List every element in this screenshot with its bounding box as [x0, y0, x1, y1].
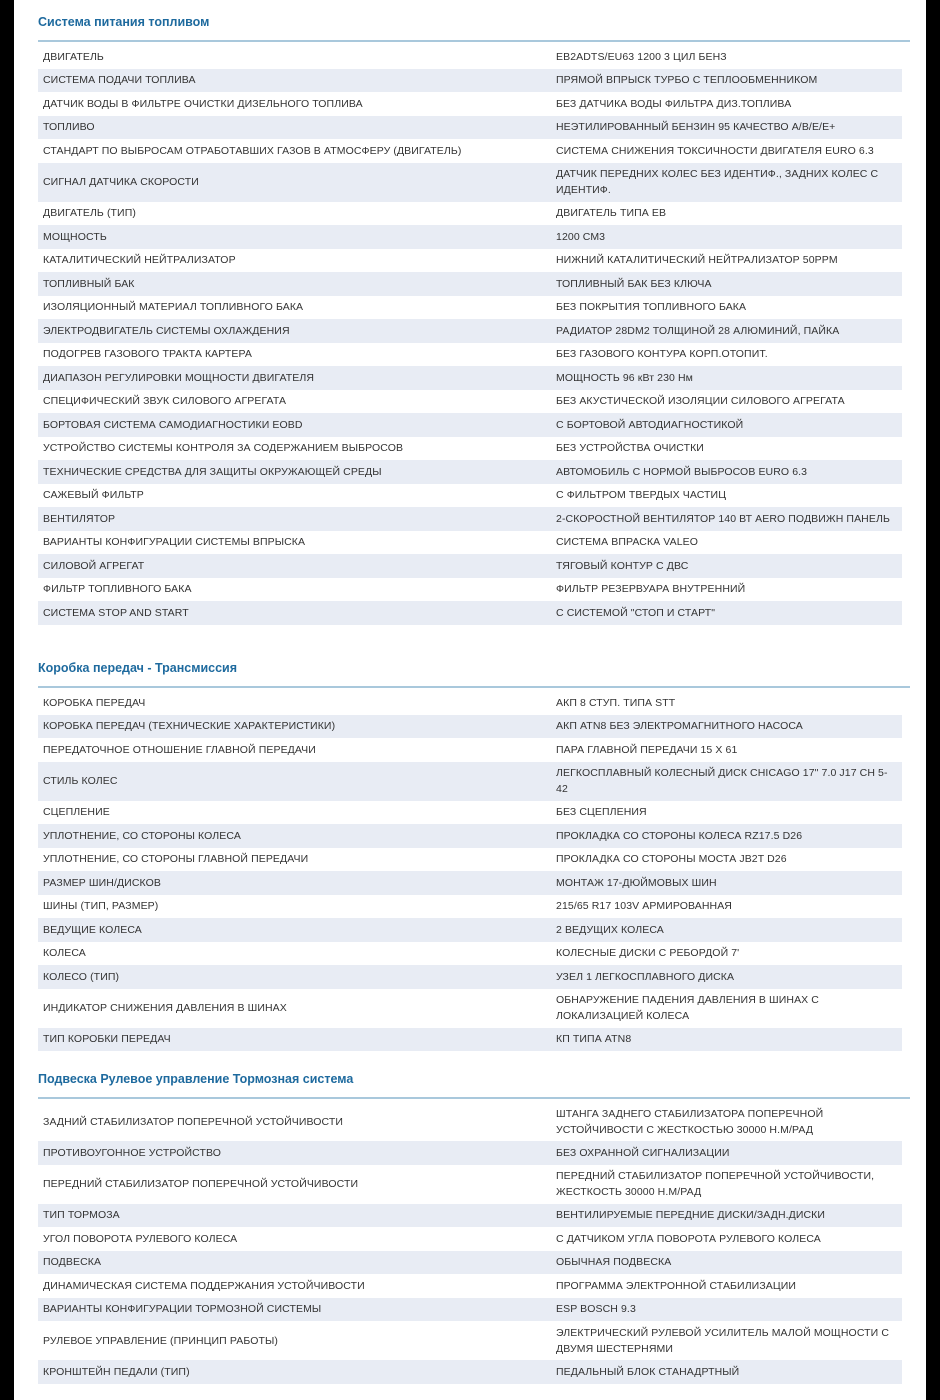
table-row	[38, 139, 902, 163]
table-row	[38, 531, 902, 555]
spec-label: ТИП ТОРМОЗА	[43, 1209, 120, 1222]
table-row	[38, 202, 902, 226]
spec-value: ESP BOSCH 9.3	[556, 1303, 636, 1316]
table-row	[38, 272, 902, 296]
spec-label: ВЕДУЩИЕ КОЛЕСА	[43, 923, 142, 936]
spec-label: МОЩНОСТЬ	[43, 230, 107, 243]
section-suspension-steering-brakes	[38, 1061, 910, 1384]
spec-value: ПРЯМОЙ ВПРЫСК ТУРБО С ТЕПЛООБМЕННИКОМ	[556, 74, 818, 87]
spec-value: БЕЗ ГАЗОВОГО КОНТУРА КОРП.ОТОПИТ.	[556, 348, 768, 361]
spec-label: ИНДИКАТОР СНИЖЕНИЯ ДАВЛЕНИЯ В ШИНАХ	[43, 1002, 287, 1014]
table-row	[38, 801, 902, 825]
spec-value: НЕЭТИЛИРОВАННЫЙ БЕНЗИН 95 КАЧЕСТВО A/B/E/E+	[556, 121, 836, 134]
table-row	[38, 1298, 902, 1322]
spec-label: ФИЛЬТР ТОПЛИВНОГО БАКА	[43, 583, 192, 596]
table-row	[38, 601, 902, 625]
table-row	[38, 1251, 902, 1275]
section-title: Подвеска Рулевое управление Тормозная система	[38, 1061, 910, 1099]
table-row	[38, 319, 902, 343]
spec-value: СИСТЕМА ВПРАСКА VALEO	[556, 536, 699, 549]
spec-label: ДВИГАТЕЛЬ	[43, 50, 104, 63]
section-title: Система питания топливом	[38, 4, 910, 42]
table-row	[38, 965, 902, 989]
spec-label: СИЛОВОЙ АГРЕГАТ	[43, 559, 145, 572]
table-row	[38, 460, 902, 484]
table-row	[38, 738, 902, 762]
spec-value: АКП ATN8 БЕЗ ЭЛЕКТРОМАГНИТНОГО НАСОСА	[556, 720, 803, 733]
table-row	[38, 45, 902, 69]
spec-table	[38, 691, 902, 1051]
spec-label: УСТРОЙСТВО СИСТЕМЫ КОНТРОЛЯ ЗА СОДЕРЖАНИЕМ ВЫБРОСОВ	[43, 442, 404, 455]
table-row	[38, 366, 902, 390]
spec-label: КОЛЕСО (ТИП)	[43, 970, 120, 983]
spec-label: СИСТЕМА ПОДАЧИ ТОПЛИВА	[43, 74, 196, 87]
spec-label: КОРОБКА ПЕРЕДАЧ	[43, 696, 146, 709]
table-row	[38, 1274, 902, 1298]
spec-value: ВЕНТИЛИРУЕМЫЕ ПЕРЕДНИЕ ДИСКИ/ЗАДН.ДИСКИ	[556, 1209, 826, 1222]
spec-value: 1200 СМ3	[556, 230, 606, 243]
spec-value: КП ТИПА ATN8	[556, 1033, 632, 1046]
table-row	[38, 1227, 902, 1251]
spec-label: УПЛОТНЕНИЕ, СО СТОРОНЫ КОЛЕСА	[43, 829, 241, 842]
spec-label: УПЛОТНЕНИЕ, СО СТОРОНЫ ГЛАВНОЙ ПЕРЕДАЧИ	[43, 853, 309, 866]
spec-label: ТЕХНИЧЕСКИЕ СРЕДСТВА ДЛЯ ЗАЩИТЫ ОКРУЖАЮЩЕЙ СРЕДЫ	[43, 465, 382, 478]
spec-label: ШИНЫ (ТИП, РАЗМЕР)	[43, 900, 159, 913]
table-row	[38, 1321, 902, 1360]
spec-value: ТОПЛИВНЫЙ БАК БЕЗ КЛЮЧА	[556, 277, 712, 290]
spec-value: РАДИАТОР 28DM2 ТОЛЩИНОЙ 28 АЛЮМИНИЙ, ПАЙКА	[556, 324, 840, 337]
spec-value: ПЕДАЛЬНЫЙ БЛОК СТАНАДРТНЫЙ	[556, 1365, 740, 1378]
spec-label: ТОПЛИВНЫЙ БАК	[43, 277, 135, 290]
table-row	[38, 92, 902, 116]
spec-value: ДАТЧИК ПЕРЕДНИХ КОЛЕС БЕЗ ИДЕНТИФ., ЗАДНИХ КОЛЕС С ИДЕНТИФ.	[556, 168, 879, 196]
spec-value: ПЕРЕДНИЙ СТАБИЛИЗАТОР ПОПЕРЕЧНОЙ УСТОЙЧИВОСТИ, ЖЕСТКОСТЬ 30000 Н.М/РАД	[556, 1170, 875, 1198]
spec-value: 215/65 R17 103V АРМИРОВАННАЯ	[556, 900, 732, 913]
spec-label: УГОЛ ПОВОРОТА РУЛЕВОГО КОЛЕСА	[43, 1232, 238, 1245]
table-row	[38, 163, 902, 202]
spec-value: 2 ВЕДУЩИХ КОЛЕСА	[556, 923, 664, 936]
spec-value: 2-СКОРОСТНОЙ ВЕНТИЛЯТОР 140 ВТ AERO ПОДВИЖН ПАНЕЛЬ	[556, 512, 890, 525]
table-row	[38, 554, 902, 578]
spec-value: С ФИЛЬТРОМ ТВЕРДЫХ ЧАСТИЦ	[556, 489, 727, 502]
spec-value: С БОРТОВОЙ АВТОДИАГНОСТИКОЙ	[556, 418, 744, 431]
spec-value: ФИЛЬТР РЕЗЕРВУАРА ВНУТРЕННИЙ	[556, 583, 746, 596]
spec-table	[38, 1102, 902, 1384]
spec-label: ЗАДНИЙ СТАБИЛИЗАТОР ПОПЕРЕЧНОЙ УСТОЙЧИВОСТИ	[43, 1115, 344, 1128]
spec-value: С ДАТЧИКОМ УГЛА ПОВОРОТА РУЛЕВОГО КОЛЕСА	[556, 1232, 821, 1245]
spec-value: БЕЗ ПОКРЫТИЯ ТОПЛИВНОГО БАКА	[556, 301, 747, 314]
spec-label: ПОДОГРЕВ ГАЗОВОГО ТРАКТА КАРТЕРА	[43, 348, 253, 361]
table-row	[38, 691, 902, 715]
spec-label: РАЗМЕР ШИН/ДИСКОВ	[43, 876, 161, 889]
table-row	[38, 390, 902, 414]
table-row	[38, 824, 902, 848]
spec-value: EB2ADTS/EU63 1200 3 ЦИЛ БЕНЗ	[556, 50, 727, 63]
table-row	[38, 1360, 902, 1384]
table-row	[38, 895, 902, 919]
spec-label: ЭЛЕКТРОДВИГАТЕЛЬ СИСТЕМЫ ОХЛАЖДЕНИЯ	[43, 324, 290, 337]
spec-value: АВТОМОБИЛЬ С НОРМОЙ ВЫБРОСОВ EURO 6.3	[556, 465, 808, 478]
spec-value: БЕЗ АКУСТИЧЕСКОЙ ИЗОЛЯЦИИ СИЛОВОГО АГРЕГАТА	[556, 395, 845, 408]
spec-value: С СИСТЕМОЙ "СТОП И СТАРТ"	[556, 606, 716, 619]
table-row	[38, 343, 902, 367]
spec-sheet	[14, 0, 926, 1400]
section-fuel-system	[38, 4, 910, 625]
table-row	[38, 871, 902, 895]
table-row	[38, 296, 902, 320]
spec-label: ТИП КОРОБКИ ПЕРЕДАЧ	[43, 1033, 171, 1046]
spec-value: ЭЛЕКТРИЧЕСКИЙ РУЛЕВОЙ УСИЛИТЕЛЬ МАЛОЙ МОЩНОСТИ С ДВУМЯ ШЕСТЕРНЯМИ	[556, 1326, 890, 1355]
table-row	[38, 413, 902, 437]
spec-value: БЕЗ ОХРАННОЙ СИГНАЛИЗАЦИИ	[556, 1146, 730, 1159]
spec-value: ДВИГАТЕЛЬ ТИПА EB	[556, 207, 667, 220]
spec-value: ПРОГРАММА ЭЛЕКТРОННОЙ СТАБИЛИЗАЦИИ	[556, 1279, 797, 1292]
spec-label: БОРТОВАЯ СИСТЕМА САМОДИАГНОСТИКИ EOBD	[43, 418, 303, 431]
spec-label: СТИЛЬ КОЛЕС	[43, 775, 118, 787]
spec-label: ИЗОЛЯЦИОННЫЙ МАТЕРИАЛ ТОПЛИВНОГО БАКА	[43, 301, 304, 314]
table-row	[38, 1028, 902, 1052]
section-title: Коробка передач - Трансмиссия	[38, 650, 910, 688]
spec-value: ПРОКЛАДКА СО СТОРОНЫ МОСТА JB2T D26	[556, 853, 787, 866]
spec-label: ПЕРЕДАТОЧНОЕ ОТНОШЕНИЕ ГЛАВНОЙ ПЕРЕДАЧИ	[43, 743, 316, 756]
table-row	[38, 69, 902, 93]
spec-label: СИГНАЛ ДАТЧИКА СКОРОСТИ	[43, 176, 199, 188]
spec-table	[38, 45, 902, 625]
spec-label: ПОДВЕСКА	[43, 1256, 102, 1269]
spec-value: ПАРА ГЛАВНОЙ ПЕРЕДАЧИ 15 X 61	[556, 743, 738, 756]
table-row	[38, 437, 902, 461]
spec-value: СИСТЕМА СНИЖЕНИЯ ТОКСИЧНОСТИ ДВИГАТЕЛЯ EURO 6.3	[556, 144, 874, 157]
spec-label: КОЛЕСА	[43, 947, 86, 960]
spec-label: ДВИГАТЕЛЬ (ТИП)	[43, 207, 136, 220]
spec-value: ЛЕГКОСПЛАВНЫЙ КОЛЕСНЫЙ ДИСК CHICAGO 17" 7.0 J17 CH 5-42	[556, 767, 888, 795]
spec-label: ДИАПАЗОН РЕГУЛИРОВКИ МОЩНОСТИ ДВИГАТЕЛЯ	[43, 371, 315, 384]
spec-value: БЕЗ ДАТЧИКА ВОДЫ ФИЛЬТРА ДИЗ.ТОПЛИВА	[556, 97, 792, 110]
spec-value: НИЖНИЙ КАТАЛИТИЧЕСКИЙ НЕЙТРАЛИЗАТОР 50PPM	[556, 254, 838, 267]
spec-label: РУЛЕВОЕ УПРАВЛЕНИЕ (ПРИНЦИП РАБОТЫ)	[43, 1334, 278, 1347]
spec-value: УЗЕЛ 1 ЛЕГКОСПЛАВНОГО ДИСКА	[556, 970, 735, 983]
table-row	[38, 1165, 902, 1204]
table-row	[38, 578, 902, 602]
spec-value: ПРОКЛАДКА СО СТОРОНЫ КОЛЕСА RZ17.5 D26	[556, 829, 803, 842]
table-row	[38, 225, 902, 249]
table-row	[38, 116, 902, 140]
spec-value: ОБНАРУЖЕНИЕ ПАДЕНИЯ ДАВЛЕНИЯ В ШИНАХ С ЛОКАЛИЗАЦИЕЙ КОЛЕСА	[556, 994, 819, 1022]
spec-value: БЕЗ УСТРОЙСТВА ОЧИСТКИ	[556, 442, 704, 455]
table-row	[38, 484, 902, 508]
spec-value: ШТАНГА ЗАДНЕГО СТАБИЛИЗАТОРА ПОПЕРЕЧНОЙ УСТОЙЧИВОСТИ С ЖЕСТКОСТЬЮ 30000 Н.М/РАД	[556, 1107, 824, 1136]
table-row	[38, 848, 902, 872]
table-row	[38, 942, 902, 966]
spec-value: МОЩНОСТЬ 96 кВт 230 Нм	[556, 371, 693, 384]
table-row	[38, 249, 902, 273]
table-row	[38, 1204, 902, 1228]
spec-value: АКП 8 СТУП. ТИПА STT	[556, 696, 676, 709]
table-row	[38, 989, 902, 1028]
table-row	[38, 1102, 902, 1141]
spec-label: КРОНШТЕЙН ПЕДАЛИ (ТИП)	[43, 1365, 190, 1378]
spec-label: ДАТЧИК ВОДЫ В ФИЛЬТРЕ ОЧИСТКИ ДИЗЕЛЬНОГО ТОПЛИВА	[43, 97, 363, 110]
spec-label: СЦЕПЛЕНИЕ	[43, 806, 110, 819]
spec-label: ПРОТИВОУГОННОЕ УСТРОЙСТВО	[43, 1146, 222, 1159]
spec-value: ОБЫЧНАЯ ПОДВЕСКА	[556, 1256, 672, 1269]
spec-label: ТОПЛИВО	[43, 121, 95, 134]
table-row	[38, 1141, 902, 1165]
spec-value: КОЛЕСНЫЕ ДИСКИ С РЕБОРДОЙ 7'	[556, 947, 740, 960]
spec-label: КАТАЛИТИЧЕСКИЙ НЕЙТРАЛИЗАТОР	[43, 254, 236, 267]
spec-label: КОРОБКА ПЕРЕДАЧ (ТЕХНИЧЕСКИЕ ХАРАКТЕРИСТИКИ)	[43, 720, 336, 733]
spec-label: ВАРИАНТЫ КОНФИГУРАЦИИ СИСТЕМЫ ВПРЫСКА	[43, 536, 306, 549]
table-row	[38, 918, 902, 942]
spec-value: БЕЗ СЦЕПЛЕНИЯ	[556, 806, 647, 819]
spec-label: СТАНДАРТ ПО ВЫБРОСАМ ОТРАБОТАВШИХ ГАЗОВ В АТМОСФЕРУ (ДВИГАТЕЛЬ)	[43, 144, 462, 157]
table-row	[38, 762, 902, 801]
section-transmission	[38, 650, 910, 1051]
spec-label: СПЕЦИФИЧЕСКИЙ ЗВУК СИЛОВОГО АГРЕГАТА	[43, 395, 287, 408]
spec-label: САЖЕВЫЙ ФИЛЬТР	[43, 489, 144, 502]
spec-value: ТЯГОВЫЙ КОНТУР С ДВС	[556, 559, 689, 572]
spec-label: ПЕРЕДНИЙ СТАБИЛИЗАТОР ПОПЕРЕЧНОЙ УСТОЙЧИВОСТИ	[43, 1178, 359, 1190]
table-row	[38, 715, 902, 739]
table-row	[38, 507, 902, 531]
spec-label: ДИНАМИЧЕСКАЯ СИСТЕМА ПОДДЕРЖАНИЯ УСТОЙЧИВОСТИ	[43, 1279, 365, 1292]
spec-label: ВАРИАНТЫ КОНФИГУРАЦИИ ТОРМОЗНОЙ СИСТЕМЫ	[43, 1303, 322, 1316]
spec-value: МОНТАЖ 17-ДЮЙМОВЫХ ШИН	[556, 876, 717, 889]
spec-label: ВЕНТИЛЯТОР	[43, 512, 116, 525]
spec-label: СИСТЕМА STOP AND START	[43, 606, 189, 619]
